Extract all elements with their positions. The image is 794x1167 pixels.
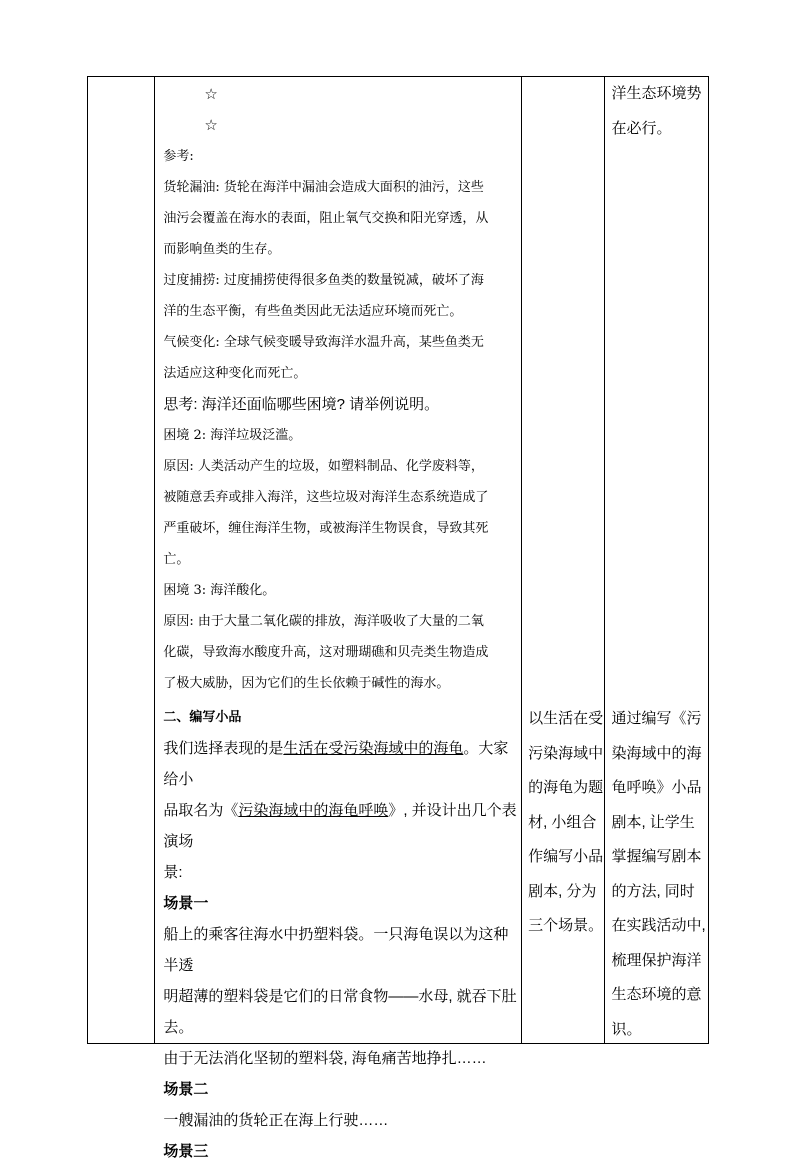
activity-line: 的海龟为题	[528, 779, 604, 796]
design-intent-cell	[605, 77, 709, 1044]
activity-line: 剧本, 分为	[528, 882, 597, 900]
activity-text	[528, 702, 604, 944]
scene-title: 场景一	[163, 895, 209, 912]
intent-line: 通过编写《污	[611, 710, 702, 727]
intent-line: 龟呼唤》小品	[611, 779, 702, 796]
table-row	[88, 77, 709, 1044]
activity-line: 材, 小组合	[528, 813, 597, 831]
intent-line: 洋生态环境势	[611, 85, 702, 102]
student-activity-cell	[522, 77, 605, 1044]
intro-line: 景:	[163, 864, 183, 881]
intent-line: 染海域中的海	[611, 744, 702, 762]
star-bullet: ☆	[204, 116, 218, 134]
dilemma-title: 困境 2: 海洋垃圾泛滥。	[163, 428, 302, 443]
section-heading: 二、编写小品	[163, 710, 242, 725]
scene-title: 场景三	[163, 1143, 209, 1160]
dilemma-line: 严重破坏，缠住海洋生物，或被海洋生物误食，导致其死	[163, 521, 489, 536]
think-text: 思考: 海洋还面临哪些困境? 请举例说明。	[163, 396, 440, 413]
scene-line: 由于无法消化坚韧的塑料袋, 海龟痛苦地挣扎……	[163, 1050, 487, 1067]
dilemma-title: 困境 3: 海洋酸化。	[163, 583, 276, 598]
intro-text: 品取名为《	[163, 802, 239, 819]
intro-line	[155, 795, 521, 857]
scene-line: 明超薄的塑料袋是它们的日常食物——水母, 就吞下肚去。	[163, 988, 517, 1036]
reference-line: 洋的生态平衡，有些鱼类因此无法适应环境而死亡。	[163, 304, 463, 319]
intent-line: 生态环境的意	[611, 986, 702, 1003]
scene-line: 船上的乘客往海水中扔塑料袋。一只海龟误以为这种半透	[163, 926, 509, 974]
stars-block	[155, 79, 521, 141]
dilemma-line: 亡。	[163, 552, 190, 567]
intro-text: 。大家给小	[163, 740, 509, 788]
reference-line: 气候变化: 全球气候变暖导致海洋水温升高，某些鱼类无	[163, 335, 484, 350]
activity-line: 污染海域中	[528, 744, 604, 762]
dilemma-line: 被随意丢弃或排入海洋，这些垃圾对海洋生态系统造成了	[163, 490, 489, 505]
reference-heading: 参考:	[163, 149, 194, 164]
activity-line: 作编写小品	[528, 848, 604, 865]
intro-text: 》, 并设计出几个表演场	[163, 802, 517, 850]
intent-line: 识。	[611, 1020, 642, 1038]
activity-line: 三个场景。	[528, 917, 604, 934]
dilemma-line: 原因: 由于大量二氧化碳的排放，海洋吸收了大量的二氧	[163, 614, 484, 629]
intro-underlined: 生活在受污染海域中的海龟	[283, 740, 464, 757]
dilemma-line: 化碳，导致海水酸度升高，这对珊瑚礁和贝壳类生物造成	[163, 645, 489, 660]
blank-column-cell	[88, 77, 155, 1044]
intent-line: 掌握编写剧本	[611, 848, 702, 865]
reference-line: 货轮漏油: 货轮在海洋中漏油会造成大面积的油污，这些	[163, 180, 484, 195]
scene-line: 一艘漏油的货轮正在海上行驶……	[163, 1112, 389, 1129]
dilemma2-block	[155, 420, 521, 575]
intent-bottom-text	[611, 702, 708, 1047]
reference-block	[155, 141, 521, 389]
dilemma3-block	[155, 575, 521, 699]
intro-line	[155, 733, 521, 795]
dilemma-line: 了极大威胁，因为它们的生长依赖于碱性的海水。	[163, 676, 450, 691]
intent-top-text	[611, 77, 708, 146]
think-question	[155, 389, 521, 420]
intent-line: 的方法, 同时	[611, 882, 695, 900]
reference-line: 过度捕捞: 过度捕捞使得很多鱼类的数量锐减，破坏了海	[163, 273, 484, 288]
teaching-process-cell	[155, 77, 522, 1160]
lesson-plan-table	[87, 76, 709, 1160]
intro-text: 我们选择表现的是	[163, 740, 284, 757]
intent-line: 在必行。	[611, 119, 672, 137]
reference-line: 油污会覆盖在海水的表面，阻止氧气交换和阳光穿透，从	[163, 211, 489, 226]
dilemma-line: 原因: 人类活动产生的垃圾，如塑料制品、化学废料等，	[163, 459, 484, 474]
scene-title: 场景二	[163, 1081, 209, 1098]
reference-line: 而影响鱼类的生存。	[163, 242, 281, 257]
star-bullet: ☆	[204, 85, 218, 103]
intent-line: 梳理保护海洋	[611, 951, 702, 969]
section2-block	[155, 702, 521, 1167]
activity-line: 以生活在受	[528, 710, 604, 727]
intro-underlined: 污染海域中的海龟呼唤	[238, 802, 389, 819]
reference-line: 法适应这种变化而死亡。	[163, 366, 307, 381]
intent-line: 剧本, 让学生	[611, 813, 695, 831]
intent-line: 在实践活动中,	[611, 917, 706, 934]
